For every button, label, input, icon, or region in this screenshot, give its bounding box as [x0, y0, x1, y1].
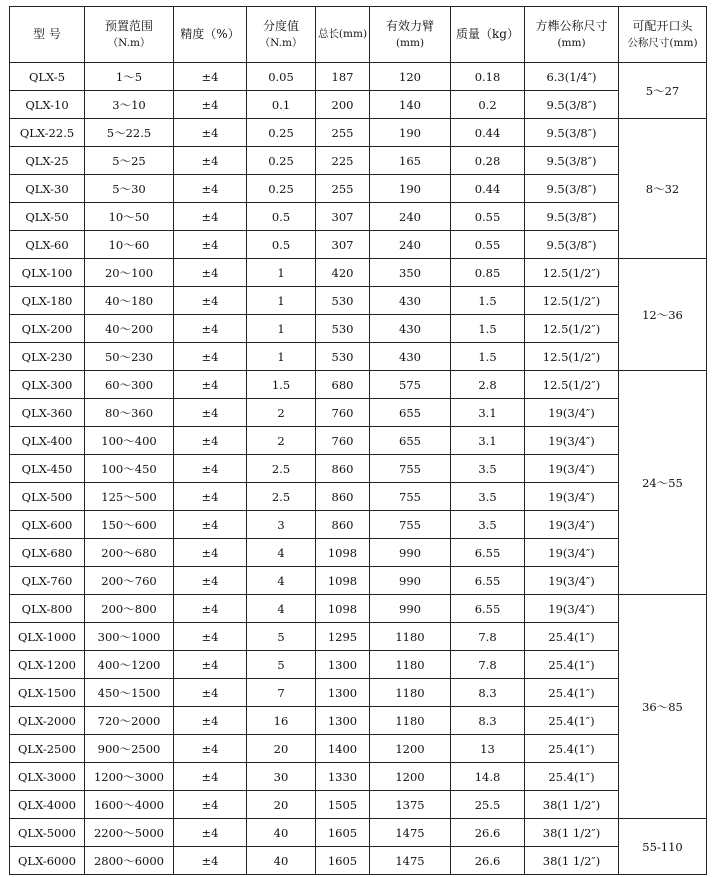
- cell-scale-division: 1: [247, 287, 316, 315]
- cell-accuracy: ±4: [174, 203, 247, 231]
- cell-square-drive-size: 9.5(3/8″): [525, 91, 619, 119]
- cell-effective-arm: 190: [370, 119, 451, 147]
- cell-accuracy: ±4: [174, 147, 247, 175]
- cell-mass: 6.55: [451, 567, 525, 595]
- cell-preset-range: 2800～6000: [85, 847, 174, 875]
- cell-mass: 0.55: [451, 231, 525, 259]
- cell-total-length: 225: [316, 147, 370, 175]
- header-effective-arm: 有效力臂 (mm): [370, 7, 451, 63]
- table-row: [10, 287, 707, 315]
- spec-table-container: [9, 6, 707, 875]
- cell-scale-division: 1.5: [247, 371, 316, 399]
- cell-scale-division: 0.25: [247, 119, 316, 147]
- cell-mass: 3.5: [451, 483, 525, 511]
- table-row: [10, 259, 707, 287]
- cell-preset-range: 5～22.5: [85, 119, 174, 147]
- header-scale-division: 分度值 （N.m）: [247, 7, 316, 63]
- cell-square-drive-size: 9.5(3/8″): [525, 147, 619, 175]
- cell-mass: 13: [451, 735, 525, 763]
- table-row: [10, 735, 707, 763]
- cell-square-drive-size: 9.5(3/8″): [525, 175, 619, 203]
- table-row: [10, 147, 707, 175]
- cell-effective-arm: 755: [370, 483, 451, 511]
- cell-effective-arm: 990: [370, 595, 451, 623]
- cell-scale-division: 5: [247, 623, 316, 651]
- cell-square-drive-size: 19(3/4″): [525, 399, 619, 427]
- cell-effective-arm: 990: [370, 539, 451, 567]
- cell-scale-division: 4: [247, 539, 316, 567]
- cell-square-drive-size: 38(1 1/2″): [525, 791, 619, 819]
- cell-scale-division: 5: [247, 651, 316, 679]
- cell-scale-division: 40: [247, 847, 316, 875]
- cell-accuracy: ±4: [174, 763, 247, 791]
- cell-preset-range: 100～450: [85, 455, 174, 483]
- cell-model: QLX-1500: [10, 679, 85, 707]
- cell-mass: 26.6: [451, 819, 525, 847]
- cell-preset-range: 1200～3000: [85, 763, 174, 791]
- cell-model: QLX-1000: [10, 623, 85, 651]
- table-row: [10, 343, 707, 371]
- cell-effective-arm: 655: [370, 427, 451, 455]
- cell-total-length: 680: [316, 371, 370, 399]
- cell-scale-division: 4: [247, 567, 316, 595]
- cell-square-drive-size: 25.4(1″): [525, 651, 619, 679]
- cell-square-drive-size: 25.4(1″): [525, 623, 619, 651]
- cell-preset-range: 400～1200: [85, 651, 174, 679]
- cell-scale-division: 40: [247, 819, 316, 847]
- table-row: [10, 231, 707, 259]
- cell-scale-division: 1: [247, 343, 316, 371]
- cell-scale-division: 16: [247, 707, 316, 735]
- cell-mass: 1.5: [451, 343, 525, 371]
- cell-preset-range: 5～30: [85, 175, 174, 203]
- table-row: [10, 847, 707, 875]
- table-row: [10, 539, 707, 567]
- cell-effective-arm: 990: [370, 567, 451, 595]
- cell-total-length: 1098: [316, 595, 370, 623]
- cell-scale-division: 0.25: [247, 147, 316, 175]
- cell-effective-arm: 240: [370, 231, 451, 259]
- cell-preset-range: 200～800: [85, 595, 174, 623]
- cell-open-head-size: 5～27: [619, 63, 707, 119]
- cell-total-length: 530: [316, 315, 370, 343]
- cell-effective-arm: 1180: [370, 679, 451, 707]
- cell-model: QLX-200: [10, 315, 85, 343]
- cell-preset-range: 125～500: [85, 483, 174, 511]
- cell-preset-range: 720～2000: [85, 707, 174, 735]
- cell-scale-division: 2: [247, 399, 316, 427]
- cell-effective-arm: 165: [370, 147, 451, 175]
- cell-preset-range: 3～10: [85, 91, 174, 119]
- cell-model: QLX-60: [10, 231, 85, 259]
- table-row: [10, 315, 707, 343]
- cell-preset-range: 5～25: [85, 147, 174, 175]
- cell-preset-range: 40～200: [85, 315, 174, 343]
- cell-square-drive-size: 19(3/4″): [525, 455, 619, 483]
- cell-accuracy: ±4: [174, 231, 247, 259]
- cell-effective-arm: 190: [370, 175, 451, 203]
- cell-model: QLX-600: [10, 511, 85, 539]
- cell-effective-arm: 240: [370, 203, 451, 231]
- cell-accuracy: ±4: [174, 511, 247, 539]
- table-row: [10, 651, 707, 679]
- cell-square-drive-size: 12.5(1/2″): [525, 371, 619, 399]
- cell-accuracy: ±4: [174, 371, 247, 399]
- cell-total-length: 860: [316, 511, 370, 539]
- cell-open-head-size: 55-110: [619, 819, 707, 875]
- table-row: [10, 203, 707, 231]
- cell-mass: 1.5: [451, 315, 525, 343]
- table-row: [10, 455, 707, 483]
- cell-mass: 14.8: [451, 763, 525, 791]
- cell-model: QLX-760: [10, 567, 85, 595]
- table-row: [10, 567, 707, 595]
- cell-open-head-size: 36～85: [619, 595, 707, 819]
- cell-accuracy: ±4: [174, 427, 247, 455]
- table-row: [10, 819, 707, 847]
- cell-square-drive-size: 19(3/4″): [525, 595, 619, 623]
- cell-mass: 7.8: [451, 651, 525, 679]
- cell-model: QLX-680: [10, 539, 85, 567]
- cell-total-length: 1400: [316, 735, 370, 763]
- table-row: [10, 399, 707, 427]
- cell-effective-arm: 430: [370, 287, 451, 315]
- cell-scale-division: 0.5: [247, 203, 316, 231]
- cell-square-drive-size: 12.5(1/2″): [525, 287, 619, 315]
- cell-mass: 7.8: [451, 623, 525, 651]
- cell-effective-arm: 120: [370, 63, 451, 91]
- cell-mass: 3.1: [451, 399, 525, 427]
- cell-effective-arm: 1475: [370, 819, 451, 847]
- cell-total-length: 420: [316, 259, 370, 287]
- cell-scale-division: 20: [247, 791, 316, 819]
- cell-scale-division: 2.5: [247, 483, 316, 511]
- cell-effective-arm: 1180: [370, 623, 451, 651]
- cell-effective-arm: 1475: [370, 847, 451, 875]
- cell-accuracy: ±4: [174, 819, 247, 847]
- cell-scale-division: 20: [247, 735, 316, 763]
- cell-preset-range: 1～5: [85, 63, 174, 91]
- cell-square-drive-size: 25.4(1″): [525, 707, 619, 735]
- cell-mass: 0.28: [451, 147, 525, 175]
- cell-model: QLX-3000: [10, 763, 85, 791]
- table-row: [10, 175, 707, 203]
- cell-total-length: 1330: [316, 763, 370, 791]
- cell-mass: 0.44: [451, 175, 525, 203]
- cell-mass: 6.55: [451, 539, 525, 567]
- cell-mass: 8.3: [451, 707, 525, 735]
- cell-accuracy: ±4: [174, 63, 247, 91]
- cell-preset-range: 200～680: [85, 539, 174, 567]
- cell-scale-division: 0.1: [247, 91, 316, 119]
- cell-total-length: 307: [316, 231, 370, 259]
- cell-preset-range: 1600～4000: [85, 791, 174, 819]
- table-row: [10, 707, 707, 735]
- cell-preset-range: 300～1000: [85, 623, 174, 651]
- cell-mass: 0.55: [451, 203, 525, 231]
- cell-preset-range: 200～760: [85, 567, 174, 595]
- cell-square-drive-size: 19(3/4″): [525, 511, 619, 539]
- cell-model: QLX-50: [10, 203, 85, 231]
- cell-scale-division: 1: [247, 259, 316, 287]
- header-total-length: 总长(mm): [316, 7, 370, 63]
- cell-square-drive-size: 19(3/4″): [525, 483, 619, 511]
- cell-accuracy: ±4: [174, 735, 247, 763]
- cell-accuracy: ±4: [174, 287, 247, 315]
- cell-square-drive-size: 9.5(3/8″): [525, 119, 619, 147]
- cell-accuracy: ±4: [174, 259, 247, 287]
- cell-accuracy: ±4: [174, 315, 247, 343]
- table-row: [10, 63, 707, 91]
- cell-total-length: 1098: [316, 539, 370, 567]
- cell-mass: 0.2: [451, 91, 525, 119]
- cell-total-length: 860: [316, 483, 370, 511]
- cell-mass: 3.5: [451, 511, 525, 539]
- cell-mass: 2.8: [451, 371, 525, 399]
- header-preset-range: 预置范围 （N.m）: [85, 7, 174, 63]
- cell-mass: 0.85: [451, 259, 525, 287]
- cell-effective-arm: 430: [370, 315, 451, 343]
- cell-scale-division: 0.5: [247, 231, 316, 259]
- cell-effective-arm: 1180: [370, 707, 451, 735]
- torque-wrench-spec-table: [9, 6, 707, 875]
- cell-square-drive-size: 19(3/4″): [525, 427, 619, 455]
- cell-square-drive-size: 12.5(1/2″): [525, 315, 619, 343]
- cell-mass: 0.44: [451, 119, 525, 147]
- cell-total-length: 1300: [316, 651, 370, 679]
- cell-model: QLX-22.5: [10, 119, 85, 147]
- cell-total-length: 1300: [316, 679, 370, 707]
- cell-model: QLX-25: [10, 147, 85, 175]
- cell-square-drive-size: 9.5(3/8″): [525, 231, 619, 259]
- cell-scale-division: 0.05: [247, 63, 316, 91]
- cell-total-length: 1098: [316, 567, 370, 595]
- cell-accuracy: ±4: [174, 119, 247, 147]
- cell-effective-arm: 755: [370, 511, 451, 539]
- cell-total-length: 1605: [316, 819, 370, 847]
- cell-scale-division: 2.5: [247, 455, 316, 483]
- cell-preset-range: 450～1500: [85, 679, 174, 707]
- header-mass: 质量（kg）: [451, 7, 525, 63]
- cell-preset-range: 10～60: [85, 231, 174, 259]
- cell-accuracy: ±4: [174, 175, 247, 203]
- cell-model: QLX-4000: [10, 791, 85, 819]
- cell-accuracy: ±4: [174, 399, 247, 427]
- cell-mass: 8.3: [451, 679, 525, 707]
- cell-preset-range: 40～180: [85, 287, 174, 315]
- cell-total-length: 530: [316, 287, 370, 315]
- cell-total-length: 255: [316, 175, 370, 203]
- header-accuracy: 精度（%）: [174, 7, 247, 63]
- cell-total-length: 1605: [316, 847, 370, 875]
- cell-effective-arm: 1200: [370, 763, 451, 791]
- cell-square-drive-size: 12.5(1/2″): [525, 259, 619, 287]
- cell-model: QLX-5: [10, 63, 85, 91]
- cell-accuracy: ±4: [174, 595, 247, 623]
- cell-accuracy: ±4: [174, 679, 247, 707]
- cell-square-drive-size: 38(1 1/2″): [525, 847, 619, 875]
- cell-preset-range: 80～360: [85, 399, 174, 427]
- cell-square-drive-size: 25.4(1″): [525, 735, 619, 763]
- cell-scale-division: 1: [247, 315, 316, 343]
- cell-accuracy: ±4: [174, 455, 247, 483]
- cell-square-drive-size: 38(1 1/2″): [525, 819, 619, 847]
- cell-open-head-size: 8～32: [619, 119, 707, 259]
- cell-preset-range: 10～50: [85, 203, 174, 231]
- table-row: [10, 483, 707, 511]
- cell-model: QLX-230: [10, 343, 85, 371]
- cell-preset-range: 900～2500: [85, 735, 174, 763]
- table-row: [10, 119, 707, 147]
- cell-total-length: 760: [316, 399, 370, 427]
- cell-model: QLX-2000: [10, 707, 85, 735]
- cell-accuracy: ±4: [174, 483, 247, 511]
- cell-scale-division: 7: [247, 679, 316, 707]
- table-row: [10, 91, 707, 119]
- cell-total-length: 760: [316, 427, 370, 455]
- cell-model: QLX-1200: [10, 651, 85, 679]
- cell-effective-arm: 1375: [370, 791, 451, 819]
- cell-scale-division: 0.25: [247, 175, 316, 203]
- header-model: 型 号: [10, 7, 85, 63]
- cell-square-drive-size: 25.4(1″): [525, 763, 619, 791]
- cell-scale-division: 2: [247, 427, 316, 455]
- cell-effective-arm: 430: [370, 343, 451, 371]
- cell-mass: 0.18: [451, 63, 525, 91]
- cell-square-drive-size: 25.4(1″): [525, 679, 619, 707]
- cell-preset-range: 50～230: [85, 343, 174, 371]
- header-open-head-size: 可配开口头 公称尺寸(mm): [619, 7, 707, 63]
- cell-accuracy: ±4: [174, 847, 247, 875]
- cell-model: QLX-10: [10, 91, 85, 119]
- cell-total-length: 1295: [316, 623, 370, 651]
- cell-effective-arm: 655: [370, 399, 451, 427]
- table-row: [10, 763, 707, 791]
- cell-effective-arm: 140: [370, 91, 451, 119]
- cell-square-drive-size: 12.5(1/2″): [525, 343, 619, 371]
- table-row: [10, 623, 707, 651]
- cell-accuracy: ±4: [174, 91, 247, 119]
- cell-effective-arm: 575: [370, 371, 451, 399]
- cell-square-drive-size: 19(3/4″): [525, 539, 619, 567]
- cell-square-drive-size: 6.3(1/4″): [525, 63, 619, 91]
- cell-model: QLX-30: [10, 175, 85, 203]
- cell-total-length: 307: [316, 203, 370, 231]
- cell-model: QLX-360: [10, 399, 85, 427]
- cell-model: QLX-6000: [10, 847, 85, 875]
- cell-model: QLX-180: [10, 287, 85, 315]
- cell-open-head-size: 24～55: [619, 371, 707, 595]
- table-row: [10, 371, 707, 399]
- cell-model: QLX-500: [10, 483, 85, 511]
- header-row: [10, 7, 707, 63]
- cell-preset-range: 2200～5000: [85, 819, 174, 847]
- header-square-drive-size: 方榫公称尺寸 (mm): [525, 7, 619, 63]
- table-row: [10, 427, 707, 455]
- cell-mass: 6.55: [451, 595, 525, 623]
- cell-mass: 1.5: [451, 287, 525, 315]
- cell-total-length: 255: [316, 119, 370, 147]
- cell-accuracy: ±4: [174, 651, 247, 679]
- cell-effective-arm: 350: [370, 259, 451, 287]
- cell-model: QLX-450: [10, 455, 85, 483]
- cell-model: QLX-5000: [10, 819, 85, 847]
- cell-accuracy: ±4: [174, 791, 247, 819]
- cell-accuracy: ±4: [174, 707, 247, 735]
- table-row: [10, 511, 707, 539]
- table-body: [10, 63, 707, 875]
- cell-mass: 25.5: [451, 791, 525, 819]
- table-header: [10, 7, 707, 63]
- cell-preset-range: 60～300: [85, 371, 174, 399]
- cell-square-drive-size: 19(3/4″): [525, 567, 619, 595]
- cell-accuracy: ±4: [174, 343, 247, 371]
- cell-model: QLX-100: [10, 259, 85, 287]
- cell-scale-division: 30: [247, 763, 316, 791]
- cell-model: QLX-300: [10, 371, 85, 399]
- cell-preset-range: 100～400: [85, 427, 174, 455]
- cell-model: QLX-400: [10, 427, 85, 455]
- cell-preset-range: 150～600: [85, 511, 174, 539]
- table-row: [10, 679, 707, 707]
- cell-model: QLX-2500: [10, 735, 85, 763]
- cell-open-head-size: 12～36: [619, 259, 707, 371]
- cell-model: QLX-800: [10, 595, 85, 623]
- cell-effective-arm: 1200: [370, 735, 451, 763]
- cell-effective-arm: 755: [370, 455, 451, 483]
- cell-square-drive-size: 9.5(3/8″): [525, 203, 619, 231]
- cell-accuracy: ±4: [174, 567, 247, 595]
- cell-scale-division: 3: [247, 511, 316, 539]
- cell-total-length: 860: [316, 455, 370, 483]
- cell-accuracy: ±4: [174, 539, 247, 567]
- cell-mass: 26.6: [451, 847, 525, 875]
- cell-total-length: 187: [316, 63, 370, 91]
- cell-preset-range: 20～100: [85, 259, 174, 287]
- cell-total-length: 530: [316, 343, 370, 371]
- cell-total-length: 200: [316, 91, 370, 119]
- cell-accuracy: ±4: [174, 623, 247, 651]
- cell-effective-arm: 1180: [370, 651, 451, 679]
- table-row: [10, 791, 707, 819]
- cell-total-length: 1505: [316, 791, 370, 819]
- cell-scale-division: 4: [247, 595, 316, 623]
- cell-mass: 3.1: [451, 427, 525, 455]
- cell-total-length: 1300: [316, 707, 370, 735]
- cell-mass: 3.5: [451, 455, 525, 483]
- table-row: [10, 595, 707, 623]
